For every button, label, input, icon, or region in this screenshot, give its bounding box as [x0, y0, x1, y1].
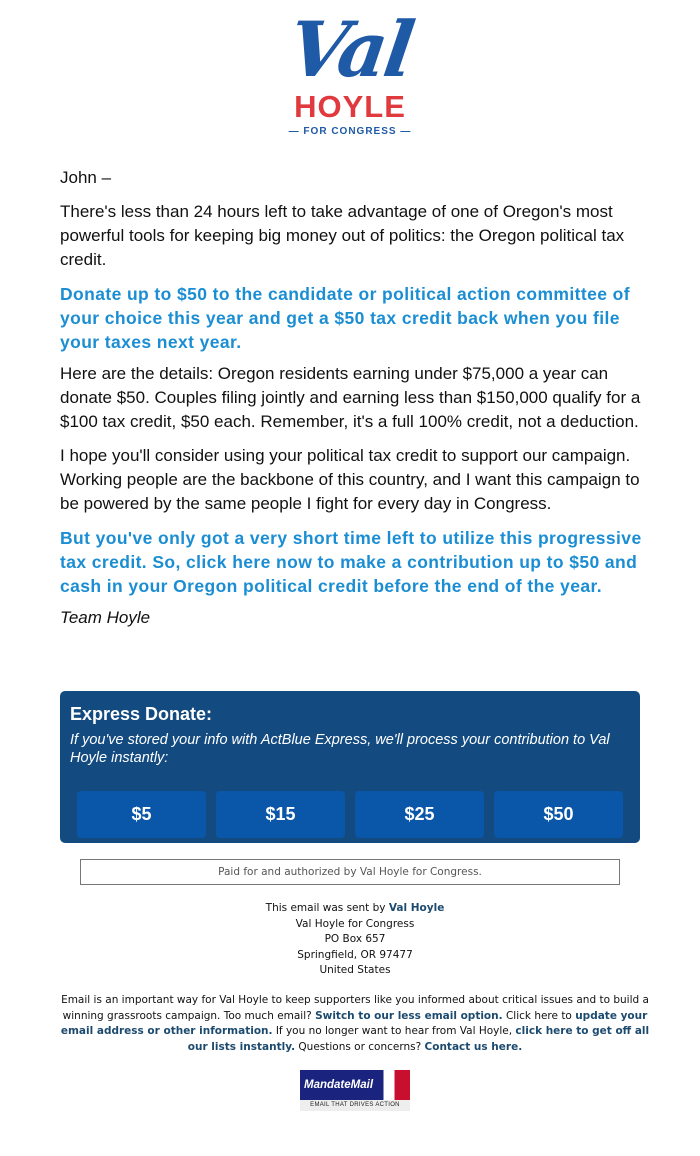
greeting: John –: [60, 168, 112, 187]
signature: Team Hoyle: [60, 608, 151, 627]
org-name: Val Hoyle for Congress: [295, 917, 415, 930]
city: Springfield, OR 97477: [297, 948, 413, 961]
email-preferences-note: [50, 993, 660, 1055]
less-email-link[interactable]: Switch to our less email option.: [315, 1009, 503, 1022]
sender-address: [50, 901, 660, 979]
country: United States: [319, 964, 391, 976]
highlight-link[interactable]: Donate up to $50 to the candidate or political action committee of your choice this year and get a $50 tax credit back when you file your taxes next year.: [60, 284, 630, 352]
po-box: PO Box 657: [324, 933, 386, 945]
contact-link[interactable]: Contact us here.: [424, 1040, 523, 1053]
email-body: [60, 166, 644, 640]
note-text: If you no longer want to hear from Val Hoyle,: [272, 1025, 516, 1037]
val-hoyle-logo: [270, 5, 430, 143]
donate-5-button[interactable]: $5: [77, 791, 206, 838]
donate-15-button[interactable]: $15: [216, 791, 345, 838]
update-info-link[interactable]: update your email address or other information.: [60, 1009, 648, 1037]
express-title: Express Donate:: [70, 704, 213, 724]
paragraph: I hope you'll consider using your political tax credit to support our campaign. Working people are the backbone of this country, and I want this campaign to be powered by the same people I fight for every day in Congress.: [60, 446, 640, 513]
donate-25-button[interactable]: $25: [355, 791, 484, 838]
mandatemail-name: MandateMail: [300, 1070, 410, 1100]
logo-for-congress: — FOR CONGRESS —: [288, 126, 412, 137]
note-text: Click here to: [502, 1009, 576, 1022]
logo-hoyle: HOYLE: [294, 89, 406, 124]
express-donate-panel: [60, 691, 640, 843]
note-text: Questions or concerns?: [295, 1040, 425, 1053]
mandatemail-badge[interactable]: [300, 1070, 410, 1111]
logo-val: Val: [283, 5, 417, 94]
sender-link[interactable]: Val Hoyle: [388, 902, 445, 914]
highlight-link[interactable]: But you've only got a very short time left to utilize this progressive tax credit. So, click here now to make a contribution up to $50 and cash in your Oregon political credit before the end of the year.: [60, 528, 642, 596]
express-subtitle: If you've stored your info with ActBlue Express, we'll process your contribution to Val Hoyle instantly:: [70, 732, 610, 766]
donate-50-button[interactable]: $50: [494, 791, 623, 838]
note-text: Email is an important way for Val Hoyle to keep supporters like you informed about critical issues and to build a winning grassroots campaign. Too much email?: [61, 994, 649, 1022]
paragraph: There's less than 24 hours left to take advantage of one of Oregon's most powerful tools for keeping big money out of politics: the Oregon political tax credit.: [60, 202, 625, 269]
unsubscribe-link[interactable]: click here to get off all our lists instantly.: [187, 1025, 650, 1053]
paragraph: Here are the details: Oregon residents earning under $75,000 a year can donate $50. Couples filing jointly and earning less than $150,000 qualify for a $100 tax credit, $50 each. Remember, it's a full 100% credit, not a deduction.: [60, 364, 641, 431]
mandatemail-tagline: EMAIL THAT DRIVES ACTION: [300, 1100, 410, 1111]
sent-by-text: This email was sent by: [265, 902, 389, 914]
paid-for-disclaimer: Paid for and authorized by Val Hoyle for Congress.: [80, 859, 620, 885]
